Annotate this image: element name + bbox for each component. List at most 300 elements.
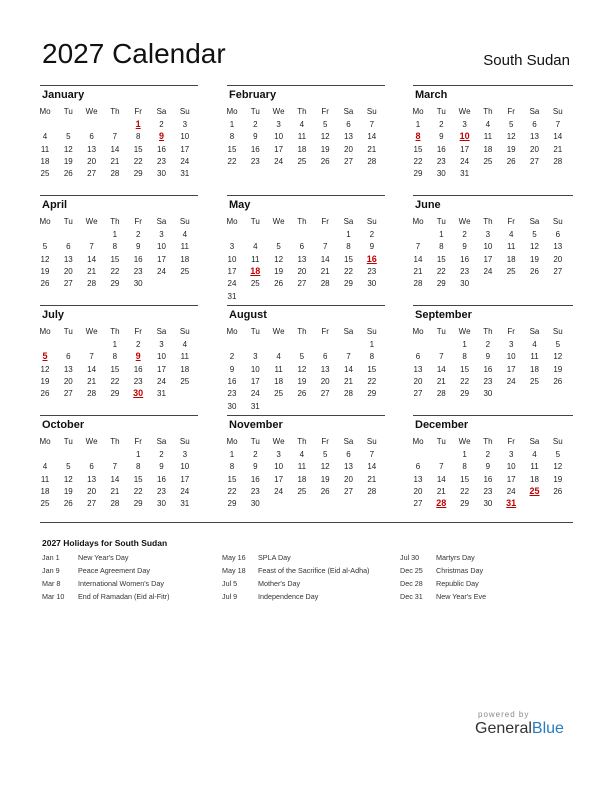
day-cell: 15 [110,254,120,264]
holiday-date: Dec 25 [400,566,423,575]
month-name: June [415,199,441,211]
day-cell: 1 [346,230,351,239]
month-divider [227,85,385,86]
day-cell: 23 [157,156,166,166]
day-cell: 18 [506,254,516,264]
day-cell: 5 [66,462,71,472]
day-cell: 12 [40,364,50,374]
day-cell: 6 [346,450,351,459]
day-cell: 29 [460,389,470,399]
day-cell: 4 [253,242,258,252]
day-cell: 6 [66,352,71,362]
holiday-name: Independence Day [258,592,319,601]
month-december [413,415,573,519]
weekday-header: Fr [507,107,515,116]
day-cell: 24 [460,156,470,166]
day-cell: 31 [157,389,166,399]
day-cell: 15 [436,254,446,264]
day-cell: 21 [413,266,423,276]
day-cell: 25 [40,169,50,179]
day-cell: 26 [63,499,73,509]
day-cell: 8 [346,242,351,252]
day-cell: 3 [276,120,281,129]
day-cell: 3 [229,242,235,252]
month-name: August [229,309,267,321]
day-cell: 19 [297,376,307,386]
weekday-header: Tu [250,437,260,446]
day-cell: 20 [344,144,353,154]
month-name: December [415,419,469,431]
day-cell: 16 [250,474,260,484]
day-cell: 22 [413,156,423,166]
day-cell: 4 [532,340,537,349]
day-cell: 2 [159,120,164,129]
weekday-header: Th [297,107,307,116]
holiday-day-cell: 9 [158,131,164,142]
holiday-day-cell: 10 [459,131,470,142]
weekday-header: Tu [63,107,73,116]
day-cell: 20 [297,266,307,276]
day-cell: 30 [460,279,470,289]
day-cell: 18 [530,364,539,374]
day-cell: 28 [110,169,120,179]
day-cell: 30 [367,279,377,289]
day-cell: 17 [180,144,190,154]
day-cell: 1 [112,340,118,349]
day-cell: 26 [40,279,50,289]
day-cell: 2 [229,352,235,362]
day-cell: 3 [159,340,164,349]
weekday-header: Sa [156,437,167,446]
weekday-header: Fr [134,107,142,116]
weekday-header: Mo [39,437,51,446]
month-october [40,415,198,519]
weekday-header: Sa [156,217,167,226]
day-cell: 21 [110,486,120,496]
day-cell: 13 [63,254,73,264]
month-name: July [42,309,65,321]
day-cell: 15 [460,364,470,374]
weekday-header: Tu [436,437,446,446]
day-cell: 30 [436,169,446,179]
day-cell: 18 [180,254,190,264]
day-cell: 8 [229,132,235,142]
brand-logo[interactable] [475,720,564,738]
weekday-header: Mo [412,107,424,116]
day-cell: 26 [320,156,330,166]
day-cell: 9 [135,242,141,252]
day-cell: 7 [89,242,94,252]
day-cell: 4 [508,230,514,239]
day-cell: 11 [251,254,260,264]
day-cell: 15 [344,254,353,264]
day-cell: 16 [436,144,446,154]
weekday-header: Sa [529,107,540,116]
day-cell: 19 [63,486,73,496]
day-cell: 28 [87,279,97,289]
weekday-header: Su [366,437,377,446]
day-cell: 7 [439,352,444,362]
day-cell: 12 [274,254,284,264]
day-cell: 19 [40,266,50,276]
day-cell: 26 [274,279,284,289]
day-cell: 19 [553,364,563,374]
weekday-header: Tu [63,217,73,226]
day-cell: 28 [413,279,423,289]
weekday-header: We [85,107,98,116]
day-cell: 2 [485,340,491,349]
weekday-header: Sa [156,327,167,336]
day-cell: 13 [320,364,330,374]
day-cell: 28 [367,156,377,166]
weekday-header: Th [110,327,120,336]
weekday-header: Mo [226,217,238,226]
day-cell: 23 [483,376,493,386]
weekday-header: Mo [412,327,424,336]
day-cell: 20 [344,474,353,484]
day-cell: 11 [297,462,307,472]
day-cell: 26 [40,389,50,399]
holiday-day-cell: 28 [436,498,447,509]
holiday-date: May 16 [222,553,246,562]
day-cell: 2 [159,450,164,459]
holiday-name: Republic Day [436,579,479,588]
day-cell: 29 [436,279,446,289]
weekday-header: We [272,217,285,226]
day-cell: 21 [553,144,563,154]
day-cell: 13 [344,462,353,472]
day-cell: 4 [182,230,188,239]
day-cell: 8 [369,352,375,362]
day-cell: 9 [159,462,164,472]
day-cell: 25 [274,389,284,399]
day-cell: 6 [89,462,94,472]
day-cell: 26 [297,389,307,399]
holiday-day-cell: 30 [133,388,144,399]
weekday-header: Tu [63,327,73,336]
day-cell: 8 [462,352,467,362]
day-cell: 20 [413,376,423,386]
day-cell: 24 [157,266,166,276]
weekday-header: Mo [39,217,51,226]
day-cell: 20 [63,266,73,276]
day-cell: 16 [157,474,166,484]
day-cell: 8 [462,462,467,472]
day-cell: 17 [274,144,284,154]
day-cell: 29 [133,169,143,179]
month-name: May [229,199,251,211]
day-cell: 26 [320,486,330,496]
day-cell: 21 [320,266,330,276]
brand-blue: Blue [531,720,564,737]
weekday-header: We [458,327,471,336]
day-cell: 24 [483,266,493,276]
weekday-header: Mo [226,327,238,336]
holiday-name: End of Ramadan (Eid al-Fitr) [78,592,170,601]
day-cell: 26 [553,486,563,496]
holiday-day-cell: 1 [135,119,141,129]
day-cell: 28 [87,389,97,399]
day-cell: 6 [66,242,71,252]
day-cell: 9 [485,462,491,472]
day-cell: 13 [344,132,353,142]
holiday-date: Jul 5 [222,579,238,588]
month-name: November [229,419,283,431]
day-cell: 23 [227,389,237,399]
day-cell: 26 [530,266,539,276]
day-cell: 13 [63,364,73,374]
month-name: September [415,309,472,321]
weekday-header: Su [552,327,563,336]
day-cell: 27 [530,156,539,166]
day-cell: 31 [180,169,190,179]
day-cell: 14 [413,254,423,264]
day-cell: 25 [180,266,190,276]
day-cell: 18 [483,144,493,154]
day-cell: 2 [369,230,375,239]
weekday-header: Th [297,437,307,446]
day-cell: 12 [506,132,516,142]
day-cell: 29 [413,169,423,179]
day-cell: 21 [87,376,97,386]
day-cell: 12 [320,132,330,142]
day-cell: 10 [227,254,237,264]
weekday-header: Tu [250,107,260,116]
day-cell: 23 [460,266,470,276]
day-cell: 23 [250,156,260,166]
day-cell: 11 [40,144,50,154]
day-cell: 1 [112,230,118,239]
day-cell: 22 [460,376,470,386]
weekday-header: We [272,107,285,116]
day-cell: 23 [436,156,446,166]
day-cell: 29 [110,389,120,399]
day-cell: 27 [297,279,307,289]
weekday-header: We [458,107,471,116]
day-cell: 7 [555,120,561,129]
weekday-header: Th [110,217,120,226]
month-july [40,305,198,409]
holiday-day-cell: 31 [506,498,517,509]
month-divider [40,85,198,86]
day-cell: 1 [135,450,141,459]
day-cell: 22 [227,156,237,166]
day-cell: 24 [227,279,237,289]
holiday-day-cell: 18 [250,265,261,276]
day-cell: 19 [274,266,284,276]
holiday-day-cell: 5 [42,351,48,362]
day-cell: 24 [274,486,284,496]
weekday-header: Fr [321,437,329,446]
weekday-header: Sa [529,327,540,336]
month-divider [413,195,573,196]
day-cell: 21 [344,376,353,386]
holidays-title: 2027 Holidays for South Sudan [42,538,168,548]
day-cell: 16 [250,144,260,154]
day-cell: 5 [276,242,281,252]
weekday-header: Mo [412,217,424,226]
day-cell: 29 [133,499,143,509]
day-cell: 5 [66,132,71,142]
day-cell: 10 [506,462,516,472]
day-cell: 15 [227,474,237,484]
holiday-date: Jan 9 [42,566,60,575]
day-cell: 23 [133,266,143,276]
day-cell: 11 [180,242,189,252]
day-cell: 25 [506,266,516,276]
day-cell: 27 [87,169,97,179]
holiday-name: SPLA Day [258,553,291,562]
day-cell: 11 [297,132,307,142]
day-cell: 3 [276,450,281,459]
weekday-header: Su [179,327,190,336]
holiday-name: New Year's Day [78,553,129,562]
day-cell: 19 [320,474,330,484]
month-september [413,305,573,409]
day-cell: 10 [506,352,516,362]
day-cell: 1 [229,450,235,459]
holiday-date: Jul 9 [222,592,238,601]
day-cell: 24 [274,156,284,166]
holiday-name: Mother's Day [258,579,301,588]
day-cell: 6 [322,352,328,362]
day-cell: 22 [110,376,120,386]
day-cell: 6 [89,132,94,142]
day-cell: 24 [180,156,190,166]
day-cell: 10 [157,352,166,362]
weekday-header: Su [179,217,190,226]
day-cell: 28 [436,389,446,399]
month-march [413,85,573,189]
weekday-header: Fr [321,217,329,226]
day-cell: 29 [367,389,377,399]
day-cell: 27 [344,156,353,166]
day-cell: 17 [274,474,284,484]
day-cell: 3 [462,120,467,129]
day-cell: 4 [299,120,305,129]
day-cell: 18 [180,364,190,374]
day-cell: 25 [40,499,50,509]
day-cell: 15 [227,144,237,154]
weekday-header: Th [483,217,493,226]
day-cell: 11 [483,132,493,142]
day-cell: 7 [112,132,118,142]
day-cell: 5 [322,120,328,129]
day-cell: 17 [506,364,516,374]
day-cell: 7 [439,462,444,472]
day-cell: 2 [485,450,491,459]
day-cell: 30 [483,499,493,509]
day-cell: 11 [530,352,539,362]
day-cell: 22 [436,266,446,276]
day-cell: 16 [133,254,143,264]
country-name: South Sudan [483,52,570,69]
day-cell: 11 [507,242,516,252]
day-cell: 5 [532,230,537,239]
day-cell: 22 [367,376,377,386]
weekday-header: Tu [250,327,260,336]
holiday-name: Christmas Day [436,566,484,575]
day-cell: 7 [112,462,118,472]
day-cell: 14 [344,364,353,374]
weekday-header: Th [110,437,120,446]
day-cell: 27 [553,266,563,276]
day-cell: 21 [436,376,446,386]
day-cell: 24 [157,376,166,386]
day-cell: 1 [462,340,467,349]
weekday-header: Su [366,217,377,226]
day-cell: 18 [297,474,307,484]
day-cell: 17 [157,254,166,264]
weekday-header: Sa [343,327,354,336]
day-cell: 16 [483,474,493,484]
weekday-header: Th [483,437,493,446]
day-cell: 25 [483,156,493,166]
day-cell: 13 [413,474,423,484]
day-cell: 2 [439,120,444,129]
day-cell: 12 [297,364,307,374]
weekday-header: Fr [507,217,515,226]
day-cell: 8 [112,242,118,252]
day-cell: 30 [483,389,493,399]
day-cell: 4 [299,450,305,459]
day-cell: 22 [110,266,120,276]
day-cell: 9 [253,462,258,472]
weekday-header: We [458,437,471,446]
day-cell: 8 [229,462,235,472]
day-cell: 18 [297,144,307,154]
day-cell: 27 [63,389,73,399]
day-cell: 3 [253,352,258,362]
day-cell: 29 [344,279,353,289]
weekday-header: We [272,327,285,336]
day-cell: 11 [274,364,283,374]
weekday-header: Fr [321,107,329,116]
day-cell: 27 [63,279,73,289]
day-cell: 22 [133,486,143,496]
day-cell: 30 [133,279,143,289]
day-cell: 15 [367,364,377,374]
day-cell: 12 [63,144,73,154]
day-cell: 26 [63,169,73,179]
day-cell: 17 [250,376,260,386]
day-cell: 25 [180,376,190,386]
day-cell: 11 [40,474,50,484]
month-name: October [42,419,85,431]
holiday-date: Mar 8 [42,579,61,588]
day-cell: 3 [182,120,188,129]
day-cell: 9 [485,352,491,362]
weekday-header: Su [366,107,377,116]
month-divider [413,305,573,306]
month-name: January [42,89,85,101]
day-cell: 20 [553,254,563,264]
day-cell: 25 [297,156,307,166]
day-cell: 18 [274,376,284,386]
day-cell: 20 [63,376,73,386]
day-cell: 8 [135,462,141,472]
month-divider [413,85,573,86]
day-cell: 27 [320,389,330,399]
day-cell: 6 [415,462,421,472]
month-may [227,195,385,299]
weekday-header: Fr [321,327,329,336]
day-cell: 6 [346,120,351,129]
weekday-header: Su [179,437,190,446]
day-cell: 2 [135,340,141,349]
weekday-header: Th [297,327,307,336]
weekday-header: We [85,437,98,446]
